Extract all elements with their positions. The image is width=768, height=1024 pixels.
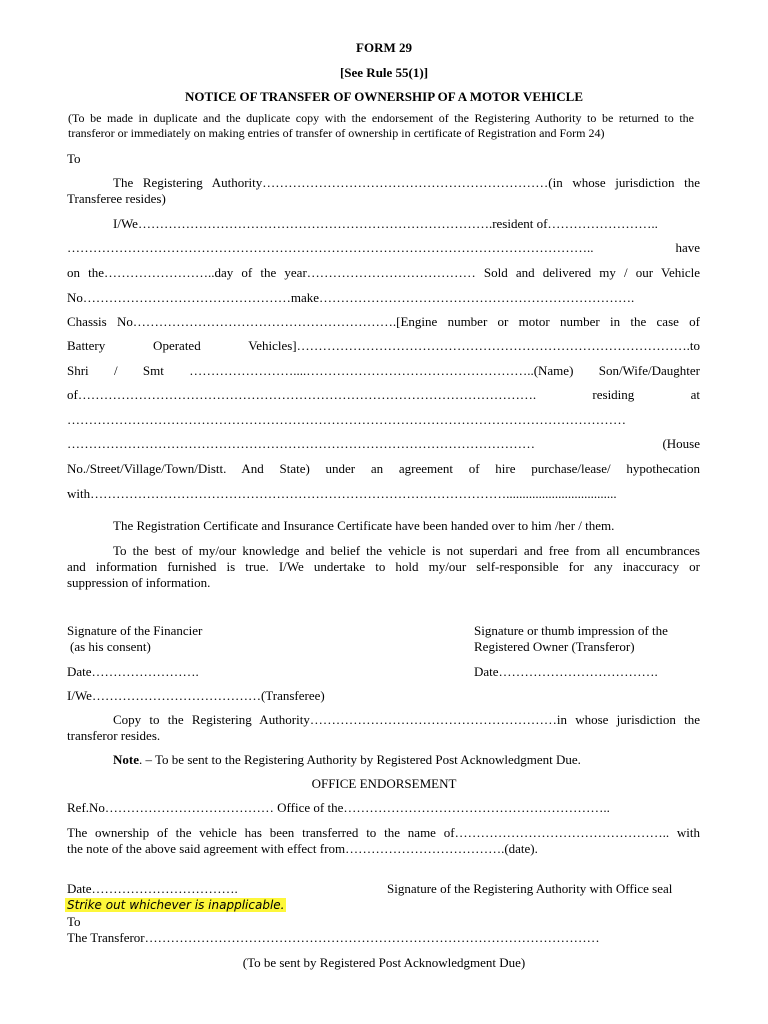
financier-signature-label: Signature of the Financier	[67, 623, 203, 638]
copy-line-2: transferor resides.	[67, 728, 161, 743]
body-line-7: Chassis No…………………………………………………….[Engine number or motor number in the case of	[67, 314, 700, 329]
financier-consent-label: (as his consent)	[70, 639, 151, 654]
owner-date: Date……………………………….	[474, 664, 658, 679]
body-line-4: ………………………………………………………………………………………………………….. have	[67, 240, 700, 255]
strike-out-highlight: Strike out whichever is inapplicable.	[67, 898, 285, 912]
strike-out-note	[67, 897, 700, 913]
paragraph-declaration-line-3: suppression of information.	[67, 575, 211, 590]
financier-date: Date…………………….	[67, 664, 199, 679]
paragraph-declaration-line-2: and information furnished is true. I/We undertake to hold my/our self-responsible for any inaccuracy or	[67, 559, 700, 574]
transferor-line: The Transferor……………………………………………………………………………………………	[67, 930, 600, 945]
body-line-11: …………………………………………………………………………………………………………………	[67, 412, 626, 427]
body-line-1: The Registering Authority…………………………………………………………(in whose jurisdiction the	[113, 175, 700, 190]
instruction-line-2: transferor or immediately on making entries of transfer of ownership in certificate of Registration and Form 24)	[68, 126, 605, 140]
body-line-5: on the……………………..day of the year………………………………… Sold and delivered my / our Vehicle	[67, 265, 700, 280]
office-endorsement-heading: OFFICE ENDORSEMENT	[311, 776, 457, 791]
form-number: FORM 29	[356, 40, 412, 55]
body-line-9: Shri / Smt ……………………....……………………………………………..(Name) Son/Wife/Daughter	[67, 363, 700, 378]
body-line-6: No…………………………………………make……………………………………………………………….	[67, 290, 635, 305]
transferee-line: I/We…………………………………(Transferee)	[67, 688, 325, 703]
owner-transferor-label: Registered Owner (Transferor)	[474, 639, 635, 654]
ref-number-line: Ref.No………………………………… Office of the……………………………………………………..	[67, 800, 610, 815]
ownership-line-2: the note of the above said agreement with effect from……………………………….(date).	[67, 841, 538, 856]
note-label: Note	[113, 752, 139, 767]
note-line	[67, 752, 700, 768]
body-line-2: Transferee resides)	[67, 191, 166, 206]
body-line-8: Battery Operated Vehicles]……………………………………………………………………………….to	[67, 338, 700, 353]
body-line-14: with……………………………………………………………………………………..................................	[67, 486, 617, 501]
body-line-12: ……………………………………………………………………………………………… (House	[67, 436, 700, 451]
authority-signature-label: Signature of the Registering Authority with Office seal	[387, 881, 673, 896]
footer-instruction: (To be sent by Registered Post Acknowledgment Due)	[242, 955, 526, 970]
paragraph-certificates: The Registration Certificate and Insurance Certificate have been handed over to him /her / them.	[113, 518, 615, 533]
copy-line-1: Copy to the Registering Authority…………………………………………………in whose jurisdiction the	[113, 712, 700, 727]
body-line-10: of……………………………………………………………………………………………. residing at	[67, 387, 700, 402]
body-line-3: I/We……………………………………………………………………….resident of……………………..	[113, 216, 658, 231]
instruction-line-1: (To be made in duplicate and the duplicate copy with the endorsement of the Registering Authority to be returned to the	[68, 111, 694, 125]
owner-signature-label: Signature or thumb impression of the	[474, 623, 668, 638]
endorsement-date: Date…………………………….	[67, 881, 238, 896]
form-title: NOTICE OF TRANSFER OF OWNERSHIP OF A MOTOR VEHICLE	[184, 89, 583, 104]
paragraph-declaration-line-1: To the best of my/our knowledge and belief the vehicle is not superdari and free from all encumbrances	[113, 543, 700, 558]
note-text: . – To be sent to the Registering Authority by Registered Post Acknowledgment Due.	[139, 752, 581, 767]
body-line-13: No./Street/Village/Town/Distt. And State) under an agreement of hire purchase/lease/ hypothecation	[67, 461, 700, 476]
rule-reference: [See Rule 55(1)]	[339, 65, 429, 80]
to-label: To	[67, 151, 81, 166]
to-transferor-label: To	[67, 914, 81, 929]
ownership-line-1: The ownership of the vehicle has been transferred to the name of………………………………………….. with	[67, 825, 700, 840]
